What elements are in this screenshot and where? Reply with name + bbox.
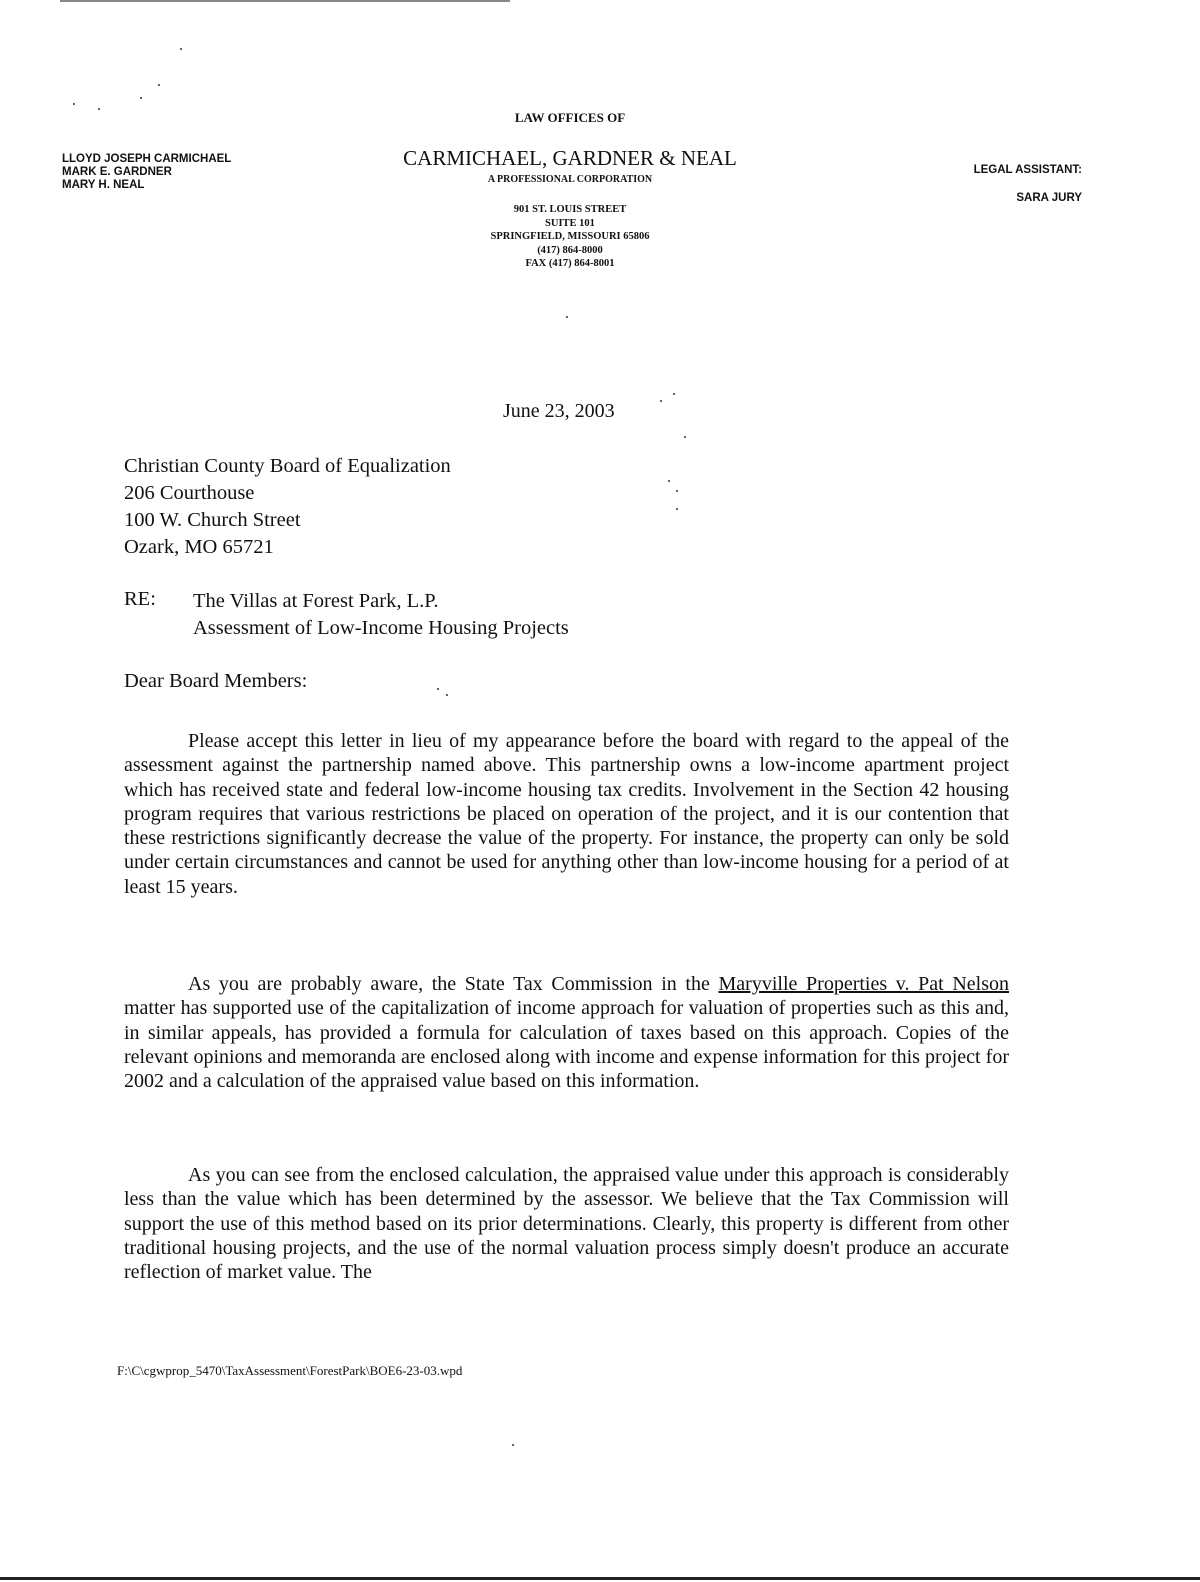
legal-assistant-block bbox=[974, 164, 1082, 204]
re-line: The Villas at Forest Park, L.P. bbox=[193, 590, 439, 612]
body-paragraph-1 bbox=[124, 729, 1009, 899]
scan-speck bbox=[446, 694, 448, 696]
re-label: RE: bbox=[124, 588, 156, 610]
legal-assistant-name: SARA JURY bbox=[1016, 192, 1082, 204]
re-subject bbox=[193, 588, 569, 642]
scan-edge-bottom bbox=[0, 1577, 1200, 1580]
paragraph-text: As you can see from the enclosed calculation, the appraised value under this approach is considerably less than the value which has been determined by the assessor. We believe that the Tax Commission will support the use of this method based on its prior determinations. Clearly, this property is different from other traditional housing projects, and the use of the normal valuation process simply doesn't produce an accurate reflection of market value. The bbox=[124, 1164, 1009, 1284]
firm-address bbox=[0, 203, 1140, 271]
scan-speck bbox=[668, 480, 670, 482]
phone-line: (417) 864-8000 bbox=[537, 244, 603, 256]
recipient-address bbox=[124, 453, 451, 561]
scan-speck bbox=[676, 508, 678, 510]
recipient-line: 206 Courthouse bbox=[124, 482, 255, 504]
address-line: SUITE 101 bbox=[545, 217, 595, 229]
paragraph-text: As you are probably aware, the State Tax Commission in the bbox=[188, 973, 710, 995]
recipient-line: Ozark, MO 65721 bbox=[124, 536, 274, 558]
law-offices-label: LAW OFFICES OF bbox=[514, 110, 626, 125]
fax-line: FAX (417) 864-8001 bbox=[525, 258, 615, 269]
scan-speck bbox=[660, 400, 662, 402]
firm-name: CARMICHAEL, GARDNER & NEAL bbox=[403, 146, 737, 170]
partner-name: LLOYD JOSEPH CARMICHAEL bbox=[62, 153, 232, 165]
scan-speck bbox=[140, 97, 142, 99]
paragraph-text: Please accept this letter in lieu of my appearance before the board with regard to the appeal of the assessment against the partnership named above. This partnership owns a low-income apartment project which has received state and federal low-income housing tax credits. Involvement in the Section 42 housing program requires that various restrictions be placed on operation of the project, and it is our contention that these restrictions significantly decrease the value of the property. For instance, the property can only be sold under certain circumstances and cannot be used for anything other than low-income housing for a period of at least 15 years. bbox=[124, 730, 1009, 898]
re-line: Assessment of Low-Income Housing Projects bbox=[193, 617, 569, 639]
body-paragraph-2 bbox=[124, 972, 1009, 1093]
address-line: SPRINGFIELD, MISSOURI 65806 bbox=[490, 231, 650, 242]
address-line: 901 ST. LOUIS STREET bbox=[513, 204, 627, 215]
professional-corporation-label: A PROFESSIONAL CORPORATION bbox=[487, 174, 653, 185]
partner-name: MARY H. NEAL bbox=[62, 179, 145, 191]
paragraph-text: matter has supported use of the capitalization of income approach for valuation of properties such as this and, in similar appeals, has provided a formula for calculation of taxes based on this approach. Copies of the relevant opinions and memoranda are enclosed along with income and expense information for this project for 2002 and a calculation of the appraised value based on this information. bbox=[124, 997, 1009, 1093]
scan-speck bbox=[512, 1444, 514, 1446]
partner-name: MARK E. GARDNER bbox=[62, 166, 172, 178]
salutation: Dear Board Members: bbox=[124, 670, 308, 692]
scan-speck bbox=[676, 490, 678, 492]
scan-speck bbox=[566, 316, 568, 318]
scan-speck bbox=[684, 436, 686, 438]
recipient-line: Christian County Board of Equalization bbox=[124, 455, 451, 477]
scan-speck bbox=[158, 84, 160, 86]
letter-date: June 23, 2003 bbox=[503, 400, 615, 422]
scan-speck bbox=[673, 393, 675, 395]
scan-speck bbox=[73, 103, 75, 105]
body-paragraph-3 bbox=[124, 1163, 1009, 1284]
scan-speck bbox=[437, 688, 439, 690]
scan-edge-top bbox=[60, 0, 510, 2]
scan-speck bbox=[180, 48, 182, 50]
recipient-line: 100 W. Church Street bbox=[124, 509, 301, 531]
document-file-path: F:\C\cgwprop_5470\TaxAssessment\ForestPark\BOE6-23-03.wpd bbox=[117, 1363, 463, 1378]
legal-assistant-label: LEGAL ASSISTANT: bbox=[973, 164, 1082, 176]
case-citation: Maryville Properties v. Pat Nelson bbox=[718, 973, 1009, 995]
